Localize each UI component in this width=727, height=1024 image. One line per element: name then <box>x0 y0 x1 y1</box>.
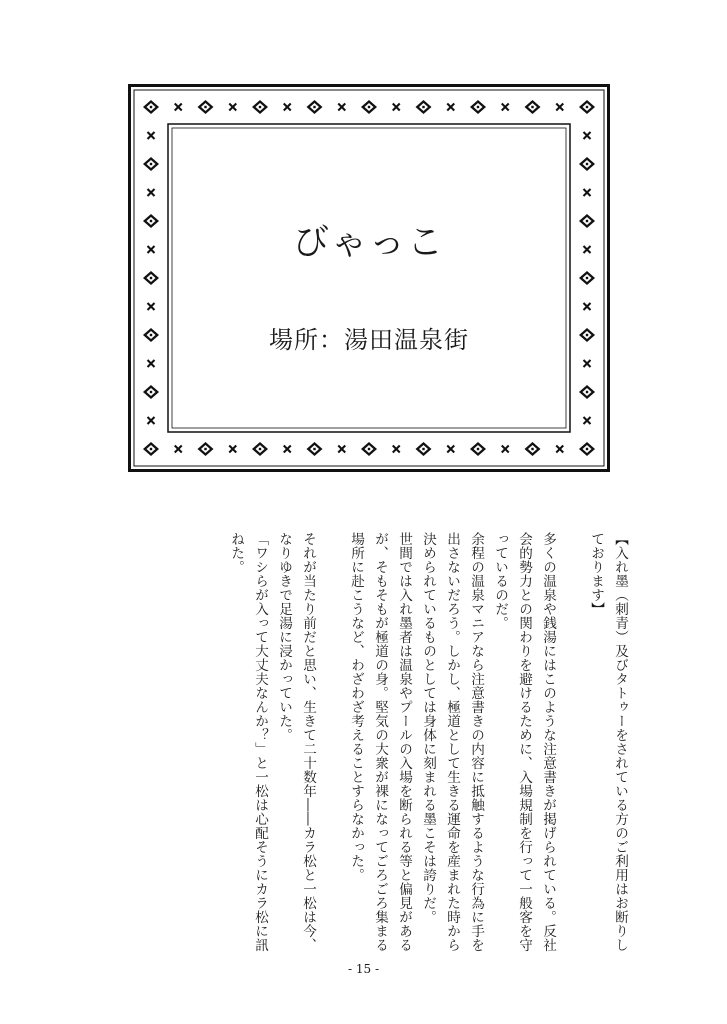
body-paragraph-2: 余程の温泉マニアなら注意書きの内容に抵触するような行為に手を出さないだろう。しかし、極道として生きる運命を産まれた時から決められているものとしては身体に刻まれる墨こそは誇りだ。 <box>420 532 484 952</box>
location-label: 場所：湯田温泉街 <box>269 326 469 354</box>
notice-paragraph: 【入れ墨（刺青）及びタトゥーをされている方のご利用はお断りしております】 <box>588 532 628 952</box>
paragraph-spacer <box>320 532 344 952</box>
body-paragraph-1: 多くの温泉や銭湯にはこのような注意書きが掲げられている。反社会的勢力との関わりを避けるために、入場規制を行って一般客を守っているのだ。 <box>492 532 556 952</box>
body-paragraph-4: それが当たり前だと思い、生きて二十数年――カラ松と一松は今、なりゆきで足湯に浸かっていた。 <box>276 532 316 952</box>
body-paragraph-3: 世間では入れ墨者は温泉やプールの入場を断られる等と偏見があるが、そもそもが極道の身。堅気の大衆が裸になってごろごろ集まる場所に赴こうなど、わざわざ考えることすらなかった。 <box>348 532 412 952</box>
paragraph-spacer <box>560 532 584 952</box>
ornamental-border <box>128 84 610 472</box>
story-title: びゃっこ <box>292 222 445 263</box>
title-frame <box>128 84 610 472</box>
body-paragraph-5: 「ワシらが入って大丈夫なんか？」と一松は心配そうにカラ松に訊ねた。 <box>228 532 268 952</box>
body-text <box>96 532 632 952</box>
page-number: - 15 - <box>347 962 379 976</box>
